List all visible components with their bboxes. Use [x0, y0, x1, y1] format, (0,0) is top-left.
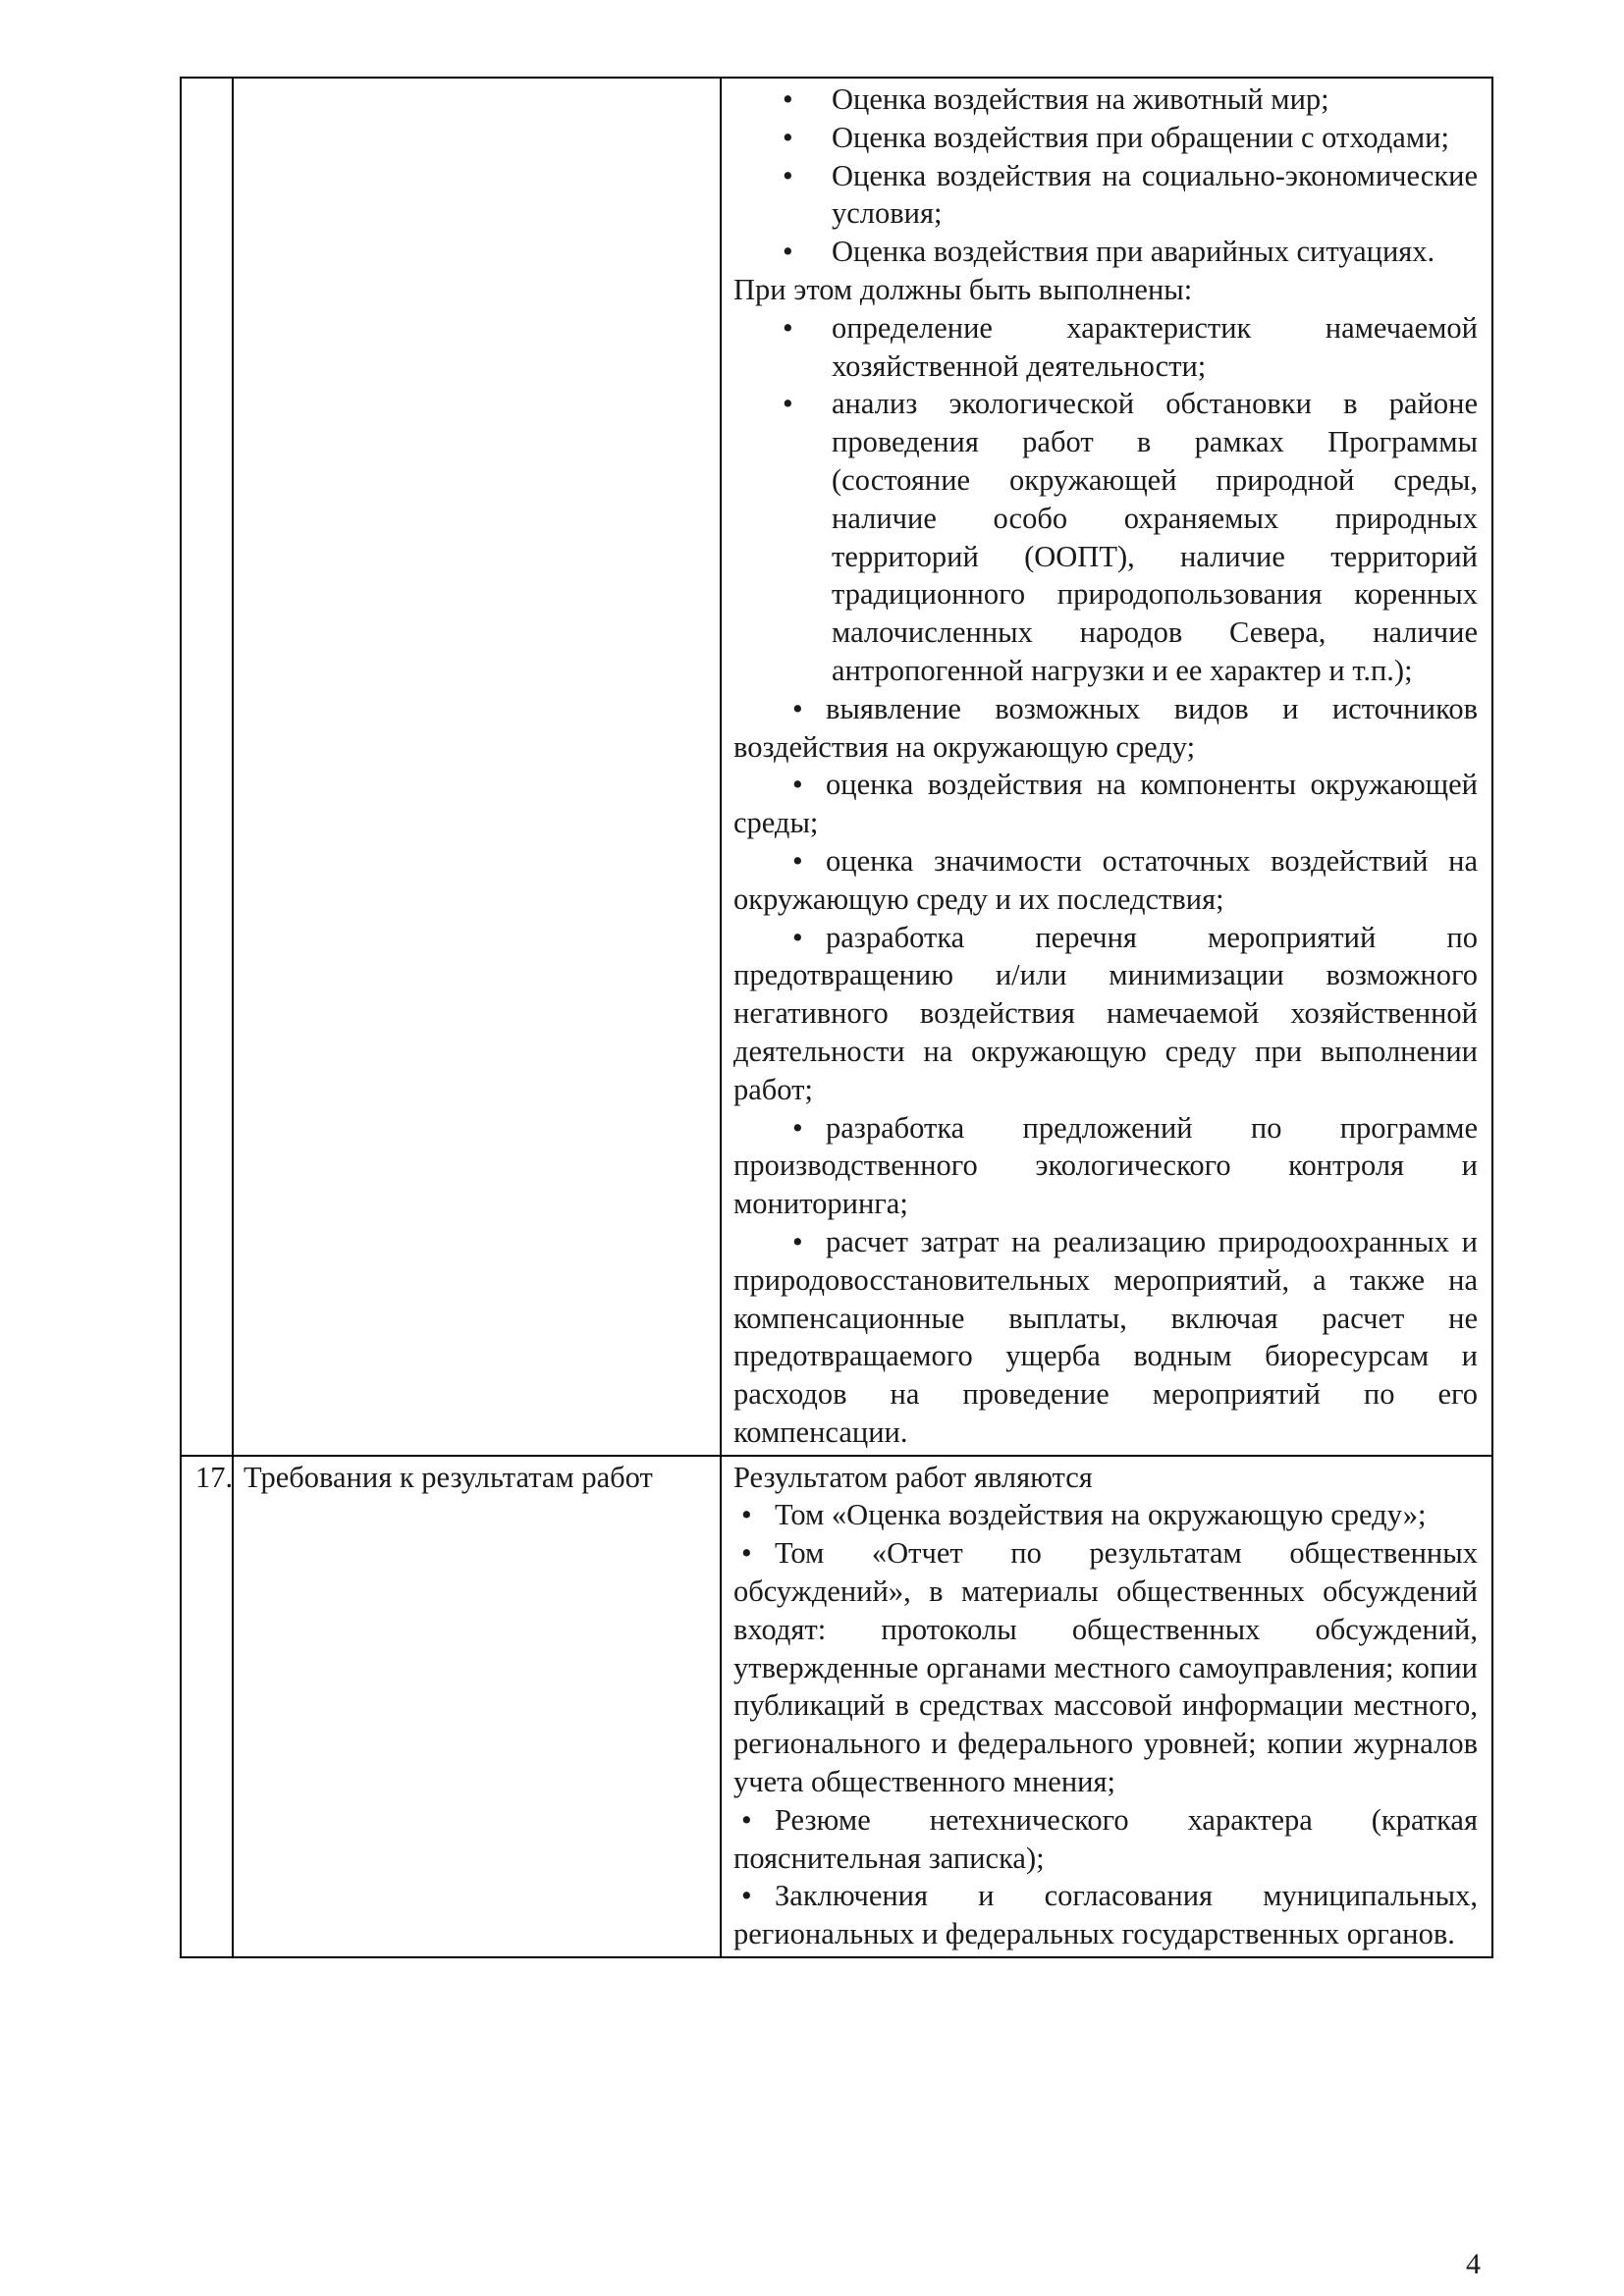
- requirement-cell: [233, 1456, 721, 1957]
- content-cell: [721, 78, 1492, 1456]
- table-row: [181, 78, 1492, 1456]
- list-item: • оценка значимости остаточных воздействий на окружающую среду и их последствия;: [733, 843, 1478, 916]
- bullet-icon: •: [741, 1536, 752, 1571]
- list-item: • Резюме нетехнического характера (краткая пояснительная записка);: [733, 1802, 1478, 1875]
- bullet-icon: •: [783, 82, 793, 116]
- list-item: • разработка перечня мероприятий по предотвращению и/или минимизации возможного негативного воздействия намечаемой хозяйственной деятельности на окружающую среду при выполнении работ;: [733, 920, 1478, 1106]
- list-item: • Том «Оценка воздействия на окружающую среду»;: [733, 1496, 1478, 1534]
- number-cell: [181, 1456, 233, 1957]
- bullet-icon: •: [783, 158, 793, 192]
- bullet-icon: •: [783, 387, 793, 421]
- table-row-17: [181, 1456, 1492, 1957]
- bullet-icon: •: [783, 120, 793, 154]
- list-item: • определение характеристик намечаемой хозяйственной деятельности;: [783, 310, 1478, 383]
- requirements-table: [180, 77, 1493, 1958]
- result-list: [733, 1496, 1478, 1953]
- list-intro: При этом должны быть выполнены:: [733, 272, 1193, 306]
- bullet-icon: •: [792, 1224, 803, 1258]
- list-item: • расчет затрат на реализацию природоохранных и природовосстановительных мероприятий, а также на компенсационные выплаты, включая расчет не предотвращаемого ущерба водным биоресурсам и расходов на проведение мероприятий по его компенсации.: [733, 1224, 1478, 1449]
- bullet-icon: •: [792, 768, 803, 802]
- bullet-list-3: [733, 690, 1478, 1452]
- bullet-icon: •: [741, 1802, 752, 1837]
- bullet-icon: •: [741, 1498, 752, 1532]
- bullet-icon: •: [792, 920, 803, 954]
- list-item: • Заключения и согласования муниципальных, региональных и федеральных государственных органов.: [733, 1879, 1478, 1951]
- list-item: • Оценка воздействия при обращении с отходами;: [733, 119, 1478, 157]
- bullet-list-2: [733, 309, 1478, 690]
- number-cell: [181, 78, 233, 1456]
- row-number: 17.: [195, 1460, 234, 1494]
- content-cell: [721, 1456, 1492, 1957]
- list-item: • разработка предложений по программе производственного экологического контроля и мониторинга;: [733, 1110, 1478, 1221]
- bullet-icon: •: [792, 691, 803, 725]
- list-item: • Оценка воздействия на социально-экономические условия;: [783, 158, 1478, 231]
- bullet-icon: •: [792, 1110, 803, 1145]
- bullet-icon: •: [783, 310, 793, 345]
- bullet-icon: •: [783, 235, 793, 269]
- result-intro: Результатом работ являются: [733, 1460, 1093, 1494]
- page-number: 4: [1466, 2248, 1481, 2280]
- bullet-icon: •: [741, 1879, 752, 1913]
- bullet-list-1: [733, 80, 1478, 271]
- bullet-icon: •: [792, 843, 803, 878]
- list-item: • Том «Отчет по результатам общественных обсуждений», в материалы общественных обсуждений входят: протоколы общественных обсуждений, утвержденные органами местного самоуправления; копии публикаций в средствах массовой информации местного, регионального и федерального уровней; копии журналов учета общественного мнения;: [733, 1536, 1478, 1799]
- list-item: • выявление возможных видов и источников воздействия на окружающую среду;: [733, 691, 1478, 764]
- requirement-cell: [233, 78, 721, 1456]
- requirement-label: Требования к результатам работ: [244, 1460, 653, 1494]
- list-item: • оценка воздействия на компоненты окружающей среды;: [733, 768, 1478, 840]
- list-item: • анализ экологической обстановки в районе проведения работ в рамках Программы (состояние окружающей природной среды, наличие особо охраняемых природных территорий (ООПТ), наличие территорий традиционного природопользования коренных малочисленных народов Севера, наличие антропогенной нагрузки и ее характер и т.п.);: [783, 387, 1478, 687]
- list-item: • Оценка воздействия при аварийных ситуациях.: [733, 233, 1478, 271]
- list-item: • Оценка воздействия на животный мир;: [733, 80, 1478, 119]
